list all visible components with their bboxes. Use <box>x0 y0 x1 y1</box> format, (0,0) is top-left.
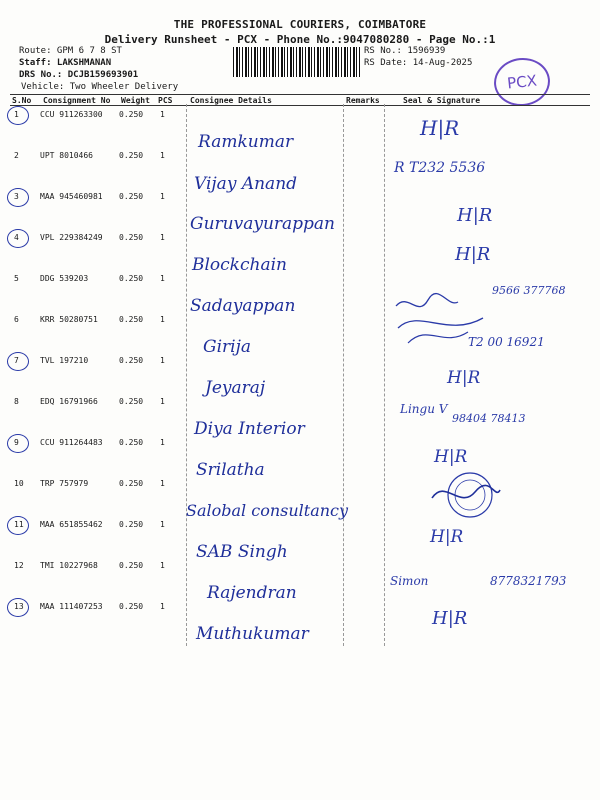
row-consignment: UPT 8010466 <box>40 151 93 160</box>
row-weight: 0.250 <box>119 315 144 324</box>
table-row <box>0 110 600 130</box>
row-consignment: KRR 50280751 <box>40 315 98 324</box>
table-row <box>0 438 600 458</box>
col-remarks: Remarks <box>346 96 380 105</box>
company-title: THE PROFESSIONAL COURIERS, COIMBATORE <box>173 18 427 31</box>
row-consignment: CCU 911264483 <box>40 438 103 447</box>
header-rule-bottom <box>10 105 590 106</box>
handwritten-consignee: Jeyaraj <box>205 378 266 398</box>
signature-hr: H|R <box>434 447 468 467</box>
row-consignment: VPL 229384249 <box>40 233 103 242</box>
table-row <box>0 520 600 540</box>
col-consignee: Consignee Details <box>190 96 272 105</box>
signature-note: T2 00 16921 <box>468 335 545 349</box>
table-row <box>0 479 600 499</box>
row-pcs: 1 <box>160 520 165 529</box>
signature-hr: H|R <box>432 608 468 629</box>
row-sno: 8 <box>14 397 19 406</box>
row-weight: 0.250 <box>119 151 144 160</box>
signature-hr: H|R <box>430 527 464 547</box>
rs-date: RS Date: 14-Aug-2025 <box>364 58 473 68</box>
row-sno: 7 <box>14 356 19 365</box>
row-pcs: 1 <box>160 110 165 119</box>
signature-hr: H|R <box>455 244 491 265</box>
row-weight: 0.250 <box>119 438 144 447</box>
signature-name: Lingu V <box>400 402 448 416</box>
handwritten-consignee: Ramkumar <box>198 132 294 152</box>
handwritten-consignee: Muthukumar <box>196 624 309 644</box>
row-sno: 13 <box>14 602 24 611</box>
row-consignment: MAA 111407253 <box>40 602 103 611</box>
table-row <box>0 356 600 376</box>
staff-line: Staff: LAKSHMANAN <box>19 58 112 68</box>
pcx-stamp: PCX <box>492 55 553 109</box>
row-sno: 4 <box>14 233 19 242</box>
drs-line: DRS No.: DCJB159693901 <box>19 70 139 80</box>
row-sno: 2 <box>14 151 19 160</box>
pen-circle-mark <box>7 516 29 535</box>
handwritten-consignee: Blockchain <box>192 255 287 275</box>
row-weight: 0.250 <box>119 479 144 488</box>
handwritten-consignee: SAB Singh <box>196 542 288 562</box>
handwritten-consignee: Vijay Anand <box>194 174 298 194</box>
row-weight: 0.250 <box>119 192 144 201</box>
pen-circle-mark <box>7 598 29 617</box>
round-seal-stamp <box>430 470 502 520</box>
pen-circle-mark <box>7 106 29 125</box>
handwritten-consignee: Diya Interior <box>194 419 305 439</box>
row-consignment: EDQ 16791966 <box>40 397 98 406</box>
vehicle-line: Vehicle: Two Wheeler Delivery <box>21 82 179 92</box>
row-weight: 0.250 <box>119 110 144 119</box>
handwritten-consignee: Salobal consultancy <box>186 501 349 520</box>
row-sno: 9 <box>14 438 19 447</box>
table-row <box>0 315 600 335</box>
signature-hr: H|R <box>447 368 481 388</box>
row-sno: 1 <box>14 110 19 119</box>
signature-scribble: R T232 5536 <box>394 160 486 176</box>
handwritten-consignee: Sadayappan <box>190 296 296 316</box>
row-weight: 0.250 <box>119 356 144 365</box>
pen-circle-mark <box>7 188 29 207</box>
row-consignment: MAA 945460981 <box>40 192 103 201</box>
signature-phone: 8778321793 <box>490 574 567 588</box>
row-pcs: 1 <box>160 397 165 406</box>
table-row <box>0 151 600 171</box>
row-pcs: 1 <box>160 233 165 242</box>
pen-circle-mark <box>7 352 29 371</box>
row-pcs: 1 <box>160 479 165 488</box>
row-pcs: 1 <box>160 438 165 447</box>
signature-name: Simon <box>390 574 429 588</box>
header-rule-top <box>10 94 590 95</box>
row-consignment: DDG 539203 <box>40 274 89 283</box>
row-sno: 11 <box>14 520 24 529</box>
barcode <box>233 47 360 77</box>
row-sno: 10 <box>14 479 24 488</box>
row-weight: 0.250 <box>119 561 144 570</box>
handwritten-consignee: Guruvayurappan <box>190 214 336 234</box>
route-line: Route: GPM 6 7 8 ST <box>19 46 122 56</box>
row-weight: 0.250 <box>119 397 144 406</box>
row-weight: 0.250 <box>119 520 144 529</box>
row-pcs: 1 <box>160 602 165 611</box>
pen-circle-mark <box>7 229 29 248</box>
row-sno: 3 <box>14 192 19 201</box>
row-sno: 5 <box>14 274 19 283</box>
row-pcs: 1 <box>160 561 165 570</box>
row-pcs: 1 <box>160 315 165 324</box>
row-sno: 6 <box>14 315 19 324</box>
row-weight: 0.250 <box>119 274 144 283</box>
row-weight: 0.250 <box>119 602 144 611</box>
handwritten-consignee: Srilatha <box>196 460 265 480</box>
table-row <box>0 192 600 212</box>
row-pcs: 1 <box>160 151 165 160</box>
col-sno: S.No <box>12 96 32 105</box>
row-consignment: TRP 757979 <box>40 479 89 488</box>
signature-hr: H|R <box>420 116 460 140</box>
col-weight: Weight <box>121 96 150 105</box>
row-consignment: MAA 651855462 <box>40 520 103 529</box>
runsheet-subtitle: Delivery Runsheet - PCX - Phone No.:9047080280 - Page No.:1 <box>104 33 496 46</box>
rs-number: RS No.: 1596939 <box>364 46 446 56</box>
signature-phone: 9566 377768 <box>492 284 566 297</box>
col-pcs: PCS <box>158 96 173 105</box>
signature-phone: 98404 78413 <box>452 412 526 425</box>
handwritten-consignee: Girija <box>203 337 251 357</box>
row-pcs: 1 <box>160 356 165 365</box>
pen-circle-mark <box>7 434 29 453</box>
col-seal-signature: Seal & Signature <box>403 96 481 105</box>
row-consignment: CCU 911263300 <box>40 110 103 119</box>
col-consignment: Consignment No <box>43 96 111 105</box>
signature-hr: H|R <box>457 205 493 226</box>
row-consignment: TVL 197210 <box>40 356 89 365</box>
table-row <box>0 602 600 622</box>
row-weight: 0.250 <box>119 233 144 242</box>
table-row <box>0 233 600 253</box>
row-pcs: 1 <box>160 274 165 283</box>
handwritten-consignee: Rajendran <box>207 583 297 603</box>
row-sno: 12 <box>14 561 24 570</box>
row-pcs: 1 <box>160 192 165 201</box>
row-consignment: TMI 10227968 <box>40 561 98 570</box>
